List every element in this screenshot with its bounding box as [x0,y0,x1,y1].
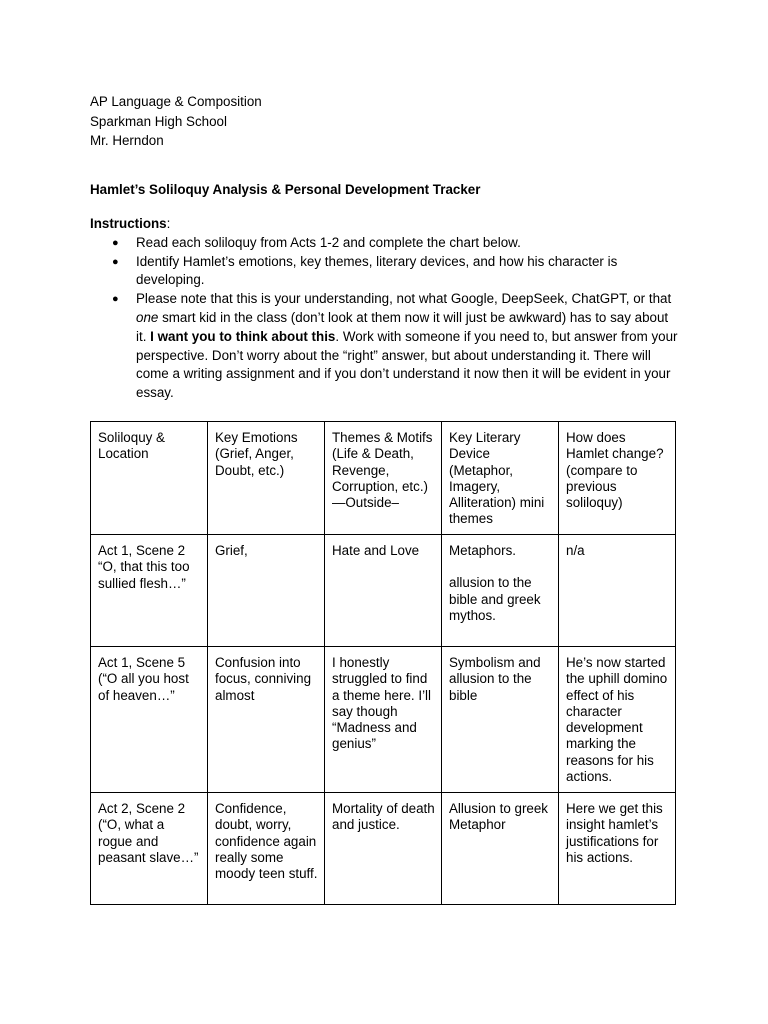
column-header-change: How does Hamlet change? (compare to previous soliloquy) [559,422,676,535]
cell-change: He’s now started the uphill domino effect of his character development marking the reasons for his actions. [559,647,676,793]
instruction-item [90,290,680,403]
paragraph-gap [449,559,552,575]
cell-device [442,535,559,647]
cell-emotions: Confidence, doubt, worry, confidence again really some moody teen stuff. [208,793,325,905]
cell-emotions: Confusion into focus, conniving almost [208,647,325,793]
cell-change: n/a [559,535,676,647]
cell-change: Here we get this insight hamlet’s justifications for his actions. [559,793,676,905]
column-header-themes: Themes & Motifs (Life & Death, Revenge, Corruption, etc.) —Outside– [325,422,442,535]
instructions-section [90,215,680,403]
instruction-bold-text: I want you to think about this [150,328,336,344]
cell-device: Symbolism and allusion to the bible [442,647,559,793]
cell-emotions: Grief, [208,535,325,647]
column-header-device: Key Literary Device (Metaphor, Imagery, Alliteration) mini themes [442,422,559,535]
school-name: Sparkman High School [90,113,227,129]
bullet-icon: ● [112,255,119,268]
soliloquy-tracker-table [90,421,676,905]
table-row [91,535,676,647]
cell-device: Allusion to greek Metaphor [442,793,559,905]
table-header-row [91,422,676,535]
instruction-item [90,253,680,291]
cell-soliloquy: Act 1, Scene 2 “O, that this too sullied flesh…” [91,535,208,647]
instruction-item [90,234,680,253]
document-header [90,92,262,151]
teacher-name: Mr. Herndon [90,133,164,148]
column-header-emotions: Key Emotions (Grief, Anger, Doubt, etc.) [208,422,325,535]
instruction-text-part: Please note that this is your understanding, not what Google, DeepSeek, ChatGPT, or that [136,291,672,307]
instruction-italic-text: one [136,309,159,325]
instructions-list [90,234,680,403]
bullet-icon: ● [112,293,119,306]
cell-soliloquy: Act 1, Scene 5 (“O all you host of heaven…” [91,647,208,793]
column-header-soliloquy: Soliloquy & Location [91,422,208,535]
cell-themes: I honestly struggled to find a theme here. I’ll say though “Madness and genius” [325,647,442,793]
instruction-text-part: smart kid in the class (don’t look at them now it will just be awkward) has to say about it. [136,309,669,344]
instructions-label: Instructions [90,216,167,231]
instruction-text: Read each soliloquy from Acts 1-2 and complete the chart below. [136,234,521,250]
table-row [91,793,676,905]
cell-themes: Hate and Love [325,535,442,647]
instruction-text-part: . Work with someone if you need to, but answer from your perspective. Don’t worry about the “right” answer, but about understanding it. There will come a writing assignment and if you don’t understand it now then it will be evident in your essay. [136,328,678,401]
document-title: Hamlet’s Soliloquy Analysis & Personal Development Tracker [90,182,481,197]
instructions-heading [90,215,680,234]
table-row [91,647,676,793]
instructions-colon: : [166,216,171,231]
cell-device-line: allusion to the bible and greek mythos. [449,575,541,623]
cell-device-line: Metaphors. [449,543,516,558]
cell-themes: Mortality of death and justice. [325,793,442,905]
cell-soliloquy: Act 2, Scene 2 (“O, what a rogue and peasant slave…” [91,793,208,905]
bullet-icon: ● [112,236,119,249]
instruction-text: Identify Hamlet’s emotions, key themes, literary devices, and how his character is developing. [136,253,618,288]
course-name: AP Language & Composition [90,94,262,109]
